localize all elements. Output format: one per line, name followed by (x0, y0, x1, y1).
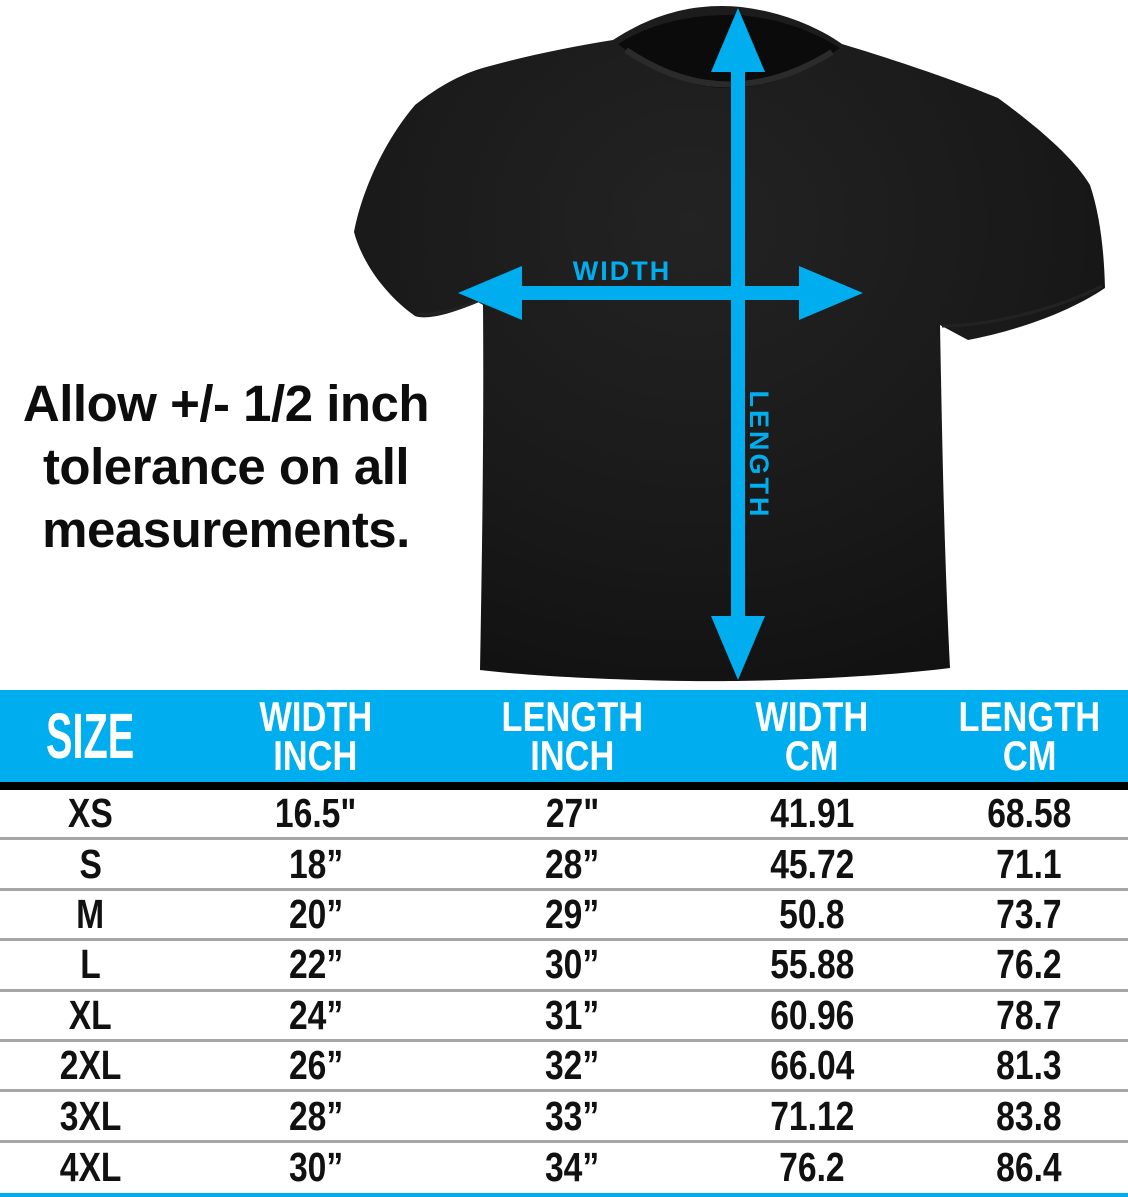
length-inch-value: 29” (545, 890, 600, 937)
cell-width-inch (180, 790, 451, 837)
width-inch-value: 20” (288, 890, 343, 937)
header-width-cm-title: WIDTH (755, 693, 869, 740)
width-inch-value: 28” (288, 1092, 343, 1139)
header-width-inch-subtitle: INCH (273, 732, 358, 779)
tolerance-note-line3: measurements. (42, 501, 410, 558)
length-cm-value: 71.1 (996, 840, 1062, 887)
cell-length-inch (451, 1143, 694, 1193)
length-cm-value: 83.8 (996, 1092, 1062, 1139)
table-row-xl (0, 992, 1128, 1042)
header-cell-width-cm (694, 690, 931, 782)
header-cell-length-cm (931, 690, 1128, 782)
tshirt-diagram (330, 0, 1128, 690)
header-length-cm-title: LENGTH (958, 693, 1101, 740)
tolerance-note (0, 372, 452, 561)
cell-length-inch (451, 941, 694, 988)
header-length-inch-title: LENGTH (501, 693, 644, 740)
cell-size (0, 941, 180, 988)
width-inch-value: 22” (288, 941, 343, 988)
header-divider (0, 782, 1128, 790)
cell-size (0, 1092, 180, 1139)
tshirt-illustration (330, 0, 1128, 690)
header-cell-width-inch (180, 690, 451, 782)
cell-length-inch (451, 1042, 694, 1089)
size-value: 2XL (59, 1042, 122, 1089)
size-value: XL (68, 991, 112, 1038)
length-cm-value: 76.2 (996, 941, 1062, 988)
table-row-3xl (0, 1092, 1128, 1142)
cell-size (0, 1042, 180, 1089)
table-row-s (0, 840, 1128, 890)
length-cm-value: 86.4 (996, 1144, 1062, 1191)
cell-width-cm (694, 891, 931, 938)
width-inch-value: 24” (288, 991, 343, 1038)
width-inch-value: 26” (288, 1042, 343, 1089)
size-value: 4XL (59, 1144, 122, 1191)
cell-width-cm (694, 790, 931, 837)
length-cm-value: 81.3 (996, 1042, 1062, 1089)
cell-size (0, 790, 180, 837)
width-cm-value: 45.72 (770, 840, 855, 887)
length-cm-value: 78.7 (996, 991, 1062, 1038)
width-inch-value: 18” (288, 840, 343, 887)
cell-size (0, 992, 180, 1039)
cell-size (0, 840, 180, 887)
length-cm-value: 68.58 (987, 790, 1072, 837)
table-row-xs (0, 790, 1128, 840)
cell-length-cm (931, 941, 1128, 988)
length-inch-value: 34” (545, 1144, 600, 1191)
size-table-header (0, 690, 1128, 782)
length-arrow-label: LENGTH (744, 390, 774, 520)
cell-width-cm (694, 1143, 931, 1193)
size-value: M (76, 890, 105, 937)
cell-length-inch (451, 992, 694, 1039)
size-value: XS (67, 790, 113, 837)
header-width-inch-title: WIDTH (259, 693, 373, 740)
length-inch-value: 32” (545, 1042, 600, 1089)
width-arrow-label: WIDTH (572, 256, 672, 286)
cell-length-inch (451, 790, 694, 837)
cell-width-inch (180, 941, 451, 988)
table-row-l (0, 941, 1128, 991)
tolerance-note-line2: tolerance on all (42, 438, 410, 495)
cell-width-inch (180, 891, 451, 938)
width-cm-value: 66.04 (770, 1042, 855, 1089)
cell-width-inch (180, 840, 451, 887)
cell-length-cm (931, 840, 1128, 887)
cell-size (0, 1143, 180, 1193)
cell-width-inch (180, 1042, 451, 1089)
width-inch-value: 30” (288, 1144, 343, 1191)
size-value: 3XL (59, 1092, 122, 1139)
header-length-cm-subtitle: CM (1002, 732, 1057, 779)
cell-width-cm (694, 840, 931, 887)
width-cm-value: 41.91 (770, 790, 855, 837)
table-row-2xl (0, 1042, 1128, 1092)
header-cell-size (0, 690, 180, 782)
width-cm-value: 71.12 (770, 1092, 855, 1139)
cell-length-cm (931, 790, 1128, 837)
header-cell-length-inch (451, 690, 694, 782)
length-inch-value: 27" (545, 790, 600, 837)
cell-width-cm (694, 1092, 931, 1139)
cell-width-inch (180, 1143, 451, 1193)
table-row-4xl (0, 1143, 1128, 1193)
width-inch-value: 16.5" (275, 790, 357, 837)
cell-length-cm (931, 1143, 1128, 1193)
table-row-m (0, 891, 1128, 941)
cell-length-cm (931, 1042, 1128, 1089)
header-width-cm-subtitle: CM (785, 732, 839, 779)
cell-length-inch (451, 1092, 694, 1139)
size-value: S (79, 840, 102, 887)
header-size-title: SIZE (46, 700, 135, 772)
width-cm-value: 76.2 (779, 1144, 845, 1191)
size-table (0, 690, 1128, 1193)
cell-size (0, 891, 180, 938)
cell-width-cm (694, 992, 931, 1039)
cell-length-inch (451, 891, 694, 938)
length-inch-value: 28” (545, 840, 600, 887)
cell-length-inch (451, 840, 694, 887)
cell-length-cm (931, 1092, 1128, 1139)
width-cm-value: 60.96 (770, 991, 855, 1038)
size-value: L (79, 941, 101, 988)
length-cm-value: 73.7 (996, 890, 1062, 937)
cell-length-cm (931, 992, 1128, 1039)
tolerance-note-line1: Allow +/- 1/2 inch (22, 375, 430, 432)
length-inch-value: 31” (545, 991, 600, 1038)
header-length-inch-subtitle: INCH (530, 732, 615, 779)
bottom-accent-strip (0, 1193, 1128, 1197)
tshirt-body (354, 6, 1105, 681)
cell-width-inch (180, 1092, 451, 1139)
cell-width-cm (694, 941, 931, 988)
cell-width-inch (180, 992, 451, 1039)
cell-length-cm (931, 891, 1128, 938)
width-cm-value: 50.8 (779, 890, 845, 937)
cell-width-cm (694, 1042, 931, 1089)
width-cm-value: 55.88 (770, 941, 855, 988)
length-inch-value: 30” (545, 941, 600, 988)
length-inch-value: 33” (545, 1092, 600, 1139)
